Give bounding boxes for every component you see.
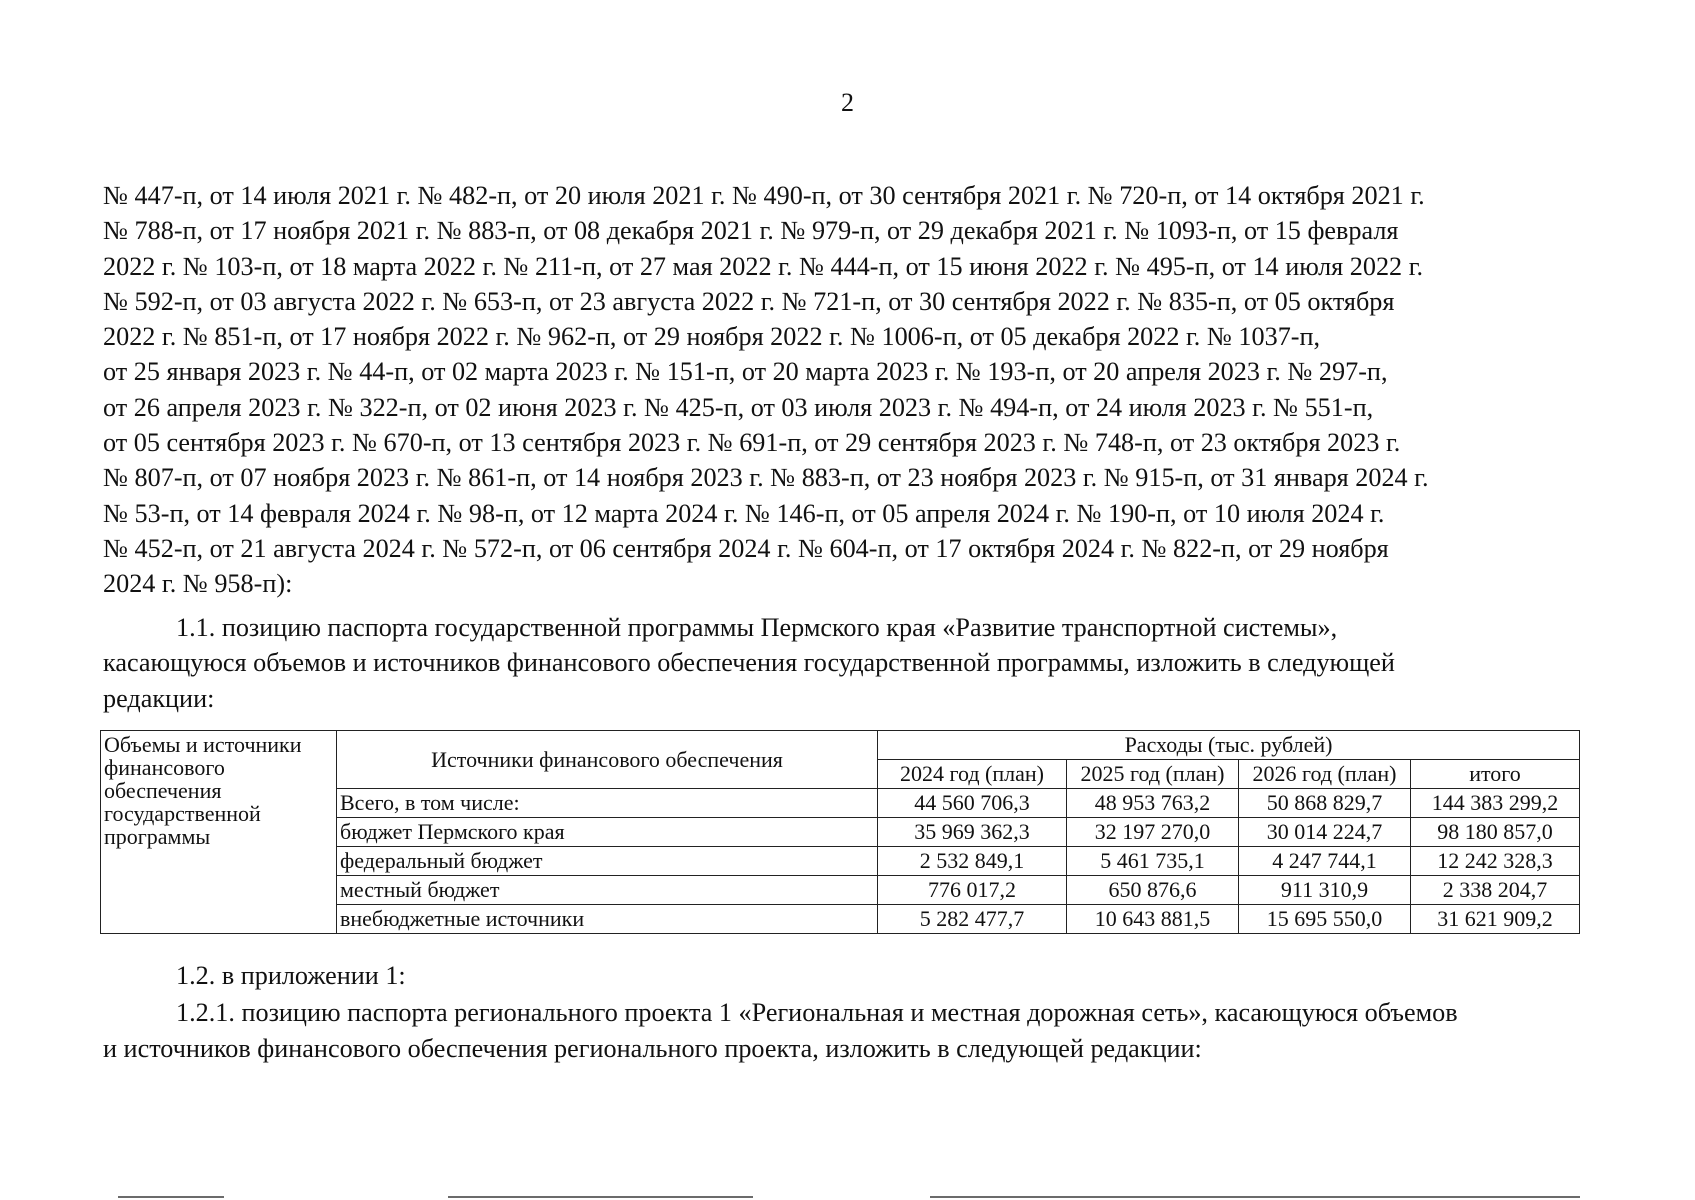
value-cell: 15 695 550,0 <box>1239 905 1411 934</box>
value-cell: 776 017,2 <box>878 876 1067 905</box>
value-cell: 5 282 477,7 <box>878 905 1067 934</box>
sources-header: Источники финансового обеспечения <box>337 731 878 789</box>
value-cell: 32 197 270,0 <box>1067 818 1239 847</box>
intro-line: от 25 января 2023 г. № 44-п, от 02 марта 2023 г. № 151-п, от 20 марта 2023 г. № 193-п, от 20 апреля 2023 г. № 297-п, <box>103 357 1388 387</box>
intro-line: № 807-п, от 07 ноября 2023 г. № 861-п, от 14 ноября 2023 г. № 883-п, от 23 ноября 2023 г. № 915-п, от 31 января 2024 г. <box>103 463 1429 493</box>
page-number: 2 <box>841 88 854 117</box>
intro-line: № 53-п, от 14 февраля 2024 г. № 98-п, от 12 марта 2024 г. № 146-п, от 05 апреля 2024 г. № 190-п, от 10 июля 2024 г. <box>103 498 1385 528</box>
table-label-cell: Объемы и источники финансового обеспечения государственной программы <box>101 731 337 934</box>
value-cell: 10 643 881,5 <box>1067 905 1239 934</box>
year-header: 2024 год (план) <box>878 760 1067 789</box>
paragraph-1-2-1-line: и источников финансового обеспечения регионального проекта, изложить в следующей редакции: <box>103 1033 1202 1063</box>
total-cell: 144 383 299,2 <box>1411 789 1580 818</box>
intro-line: от 26 апреля 2023 г. № 322-п, от 02 июня 2023 г. № 425-п, от 03 июля 2023 г. № 494-п, от 24 июля 2023 г. № 551-п, <box>103 392 1374 422</box>
total-cell: 98 180 857,0 <box>1411 818 1580 847</box>
paragraph-1-2-line: 1.2. в приложении 1: <box>176 961 406 990</box>
paragraph-1-1 <box>103 610 1576 716</box>
value-cell: 44 560 706,3 <box>878 789 1067 818</box>
paragraph-1-2 <box>103 958 1576 1066</box>
intro-line: 2024 г. № 958-п): <box>103 569 293 599</box>
year-header: 2025 год (план) <box>1067 760 1239 789</box>
intro-line: № 447-п, от 14 июля 2021 г. № 482-п, от 20 июля 2021 г. № 490-п, от 30 сентября 2021 г. № 720-п, от 14 октября 2021 г. <box>103 181 1425 210</box>
paragraph-1-1-line: касающуюся объемов и источников финансового обеспечения государственной программы, изложить в следующей <box>103 648 1395 678</box>
total-cell: 2 338 204,7 <box>1411 876 1580 905</box>
intro-line: от 05 сентября 2023 г. № 670-п, от 13 сентября 2023 г. № 691-п, от 29 сентября 2023 г. № 748-п, от 23 октября 2023 г. <box>103 428 1401 458</box>
intro-line: 2022 г. № 103-п, от 18 марта 2022 г. № 211-п, от 27 мая 2022 г. № 444-п, от 15 июня 2022 г. № 495-п, от 14 июля 2022 г. <box>103 251 1424 281</box>
total-header: итого <box>1411 760 1580 789</box>
financing-table <box>100 730 1580 934</box>
expenses-header: Расходы (тыс. рублей) <box>878 731 1580 760</box>
value-cell: 2 532 849,1 <box>878 847 1067 876</box>
value-cell: 30 014 224,7 <box>1239 818 1411 847</box>
source-cell: бюджет Пермского края <box>337 818 878 847</box>
value-cell: 650 876,6 <box>1067 876 1239 905</box>
total-cell: 31 621 909,2 <box>1411 905 1580 934</box>
intro-paragraph <box>103 178 1576 602</box>
intro-line: № 788-п, от 17 ноября 2021 г. № 883-п, от 08 декабря 2021 г. № 979-п, от 29 декабря 2021 г. № 1093-п, от 15 февраля <box>103 216 1399 246</box>
paragraph-1-1-line: 1.1. позицию паспорта государственной программы Пермского края «Развитие транспортной системы», <box>176 613 1338 642</box>
paragraph-1-2-1-line: 1.2.1. позицию паспорта регионального проекта 1 «Региональная и местная дорожная сеть», касающуюся объемов <box>176 998 1458 1028</box>
scan-edge-line <box>930 1196 1580 1198</box>
intro-line: 2022 г. № 851-п, от 17 ноября 2022 г. № 962-п, от 29 ноября 2022 г. № 1006-п, от 05 декабря 2022 г. № 1037-п, <box>103 322 1321 352</box>
intro-line: № 452-п, от 21 августа 2024 г. № 572-п, от 06 сентября 2024 г. № 604-п, от 17 октября 2024 г. № 822-п, от 29 ноября <box>103 533 1389 563</box>
source-cell: федеральный бюджет <box>337 847 878 876</box>
source-cell: местный бюджет <box>337 876 878 905</box>
scan-edge-line <box>448 1196 753 1198</box>
table-header-row <box>101 731 1580 760</box>
value-cell: 35 969 362,3 <box>878 818 1067 847</box>
value-cell: 4 247 744,1 <box>1239 847 1411 876</box>
value-cell: 5 461 735,1 <box>1067 847 1239 876</box>
scan-edge-line <box>118 1196 224 1198</box>
paragraph-1-1-line: редакции: <box>103 683 215 713</box>
total-cell: 12 242 328,3 <box>1411 847 1580 876</box>
year-header: 2026 год (план) <box>1239 760 1411 789</box>
value-cell: 50 868 829,7 <box>1239 789 1411 818</box>
source-cell: внебюджетные источники <box>337 905 878 934</box>
source-cell: Всего, в том числе: <box>337 789 878 818</box>
value-cell: 911 310,9 <box>1239 876 1411 905</box>
value-cell: 48 953 763,2 <box>1067 789 1239 818</box>
intro-line: № 592-п, от 03 августа 2022 г. № 653-п, от 23 августа 2022 г. № 721-п, от 30 сентября 2022 г. № 835-п, от 05 октября <box>103 286 1395 316</box>
